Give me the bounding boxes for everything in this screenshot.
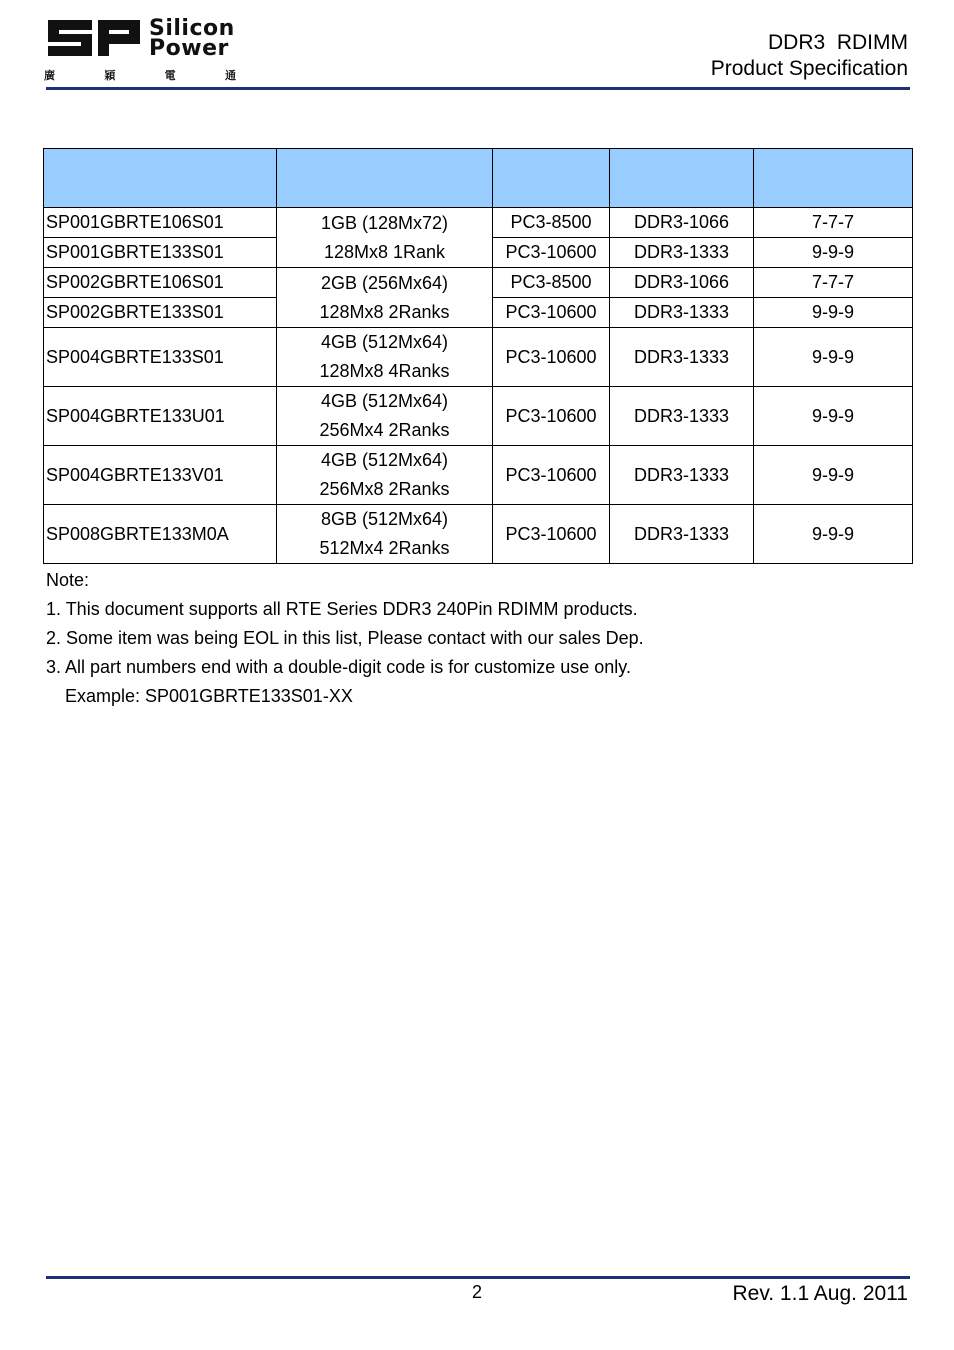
cas-timing-cell: 7-7-7 xyxy=(754,208,913,238)
cas-timing-cell: 9-9-9 xyxy=(754,238,913,268)
module-speed-cell: PC3-8500 xyxy=(493,268,610,298)
document-title-line2: Product Specification xyxy=(710,57,908,80)
logo-wordmark-line1: Silicon xyxy=(149,16,235,41)
ddr-speed-cell: DDR3-1333 xyxy=(610,328,754,387)
footer-rule xyxy=(46,1276,910,1279)
configuration-cell xyxy=(277,268,493,328)
notes-title: Note: xyxy=(46,570,90,590)
capacity-text: 4GB (512Mx64) xyxy=(320,391,449,411)
table-header-cell xyxy=(754,149,913,208)
document-title-line1: DDR3 RDIMM xyxy=(768,31,908,54)
cas-timing-cell: 9-9-9 xyxy=(754,505,913,564)
document-title xyxy=(711,30,908,82)
table-header-cell xyxy=(44,149,277,208)
header-rule xyxy=(46,87,910,90)
configuration-cell xyxy=(277,328,493,387)
organization-text: 128Mx8 1Rank xyxy=(323,241,446,262)
part-number-cell: SP004GBRTE133S01 xyxy=(44,328,277,387)
revision-text: Rev. 1.1 Aug. 2011 xyxy=(732,1282,908,1305)
note-example: Example: SP001GBRTE133S01-XX xyxy=(65,686,353,706)
table-header-row xyxy=(44,149,913,208)
part-number-cell: SP002GBRTE106S01 xyxy=(44,268,277,298)
ddr-speed-cell: DDR3-1066 xyxy=(610,268,754,298)
table-row xyxy=(44,387,913,446)
logo-chinese-char: 電 xyxy=(164,69,176,82)
ddr-speed-cell: DDR3-1333 xyxy=(610,238,754,268)
module-speed-cell: PC3-10600 xyxy=(493,238,610,268)
organization-text: 512Mx4 2Ranks xyxy=(319,538,450,558)
cas-timing-cell: 9-9-9 xyxy=(754,446,913,505)
module-speed-cell: PC3-10600 xyxy=(493,387,610,446)
notes-section xyxy=(46,566,644,711)
module-speed-cell: PC3-10600 xyxy=(493,505,610,564)
part-number-cell: SP001GBRTE106S01 xyxy=(44,208,277,238)
module-speed-cell: PC3-8500 xyxy=(493,208,610,238)
ddr-speed-cell: DDR3-1333 xyxy=(610,446,754,505)
organization-text: 128Mx8 4Ranks xyxy=(319,361,450,381)
logo-chinese-char: 廣 xyxy=(44,69,55,82)
logo-chinese-name xyxy=(44,67,236,83)
organization-text: 256Mx8 2Ranks xyxy=(319,479,450,499)
configuration-cell xyxy=(277,446,493,505)
page-number: 2 xyxy=(471,1282,482,1302)
table-row xyxy=(44,328,913,387)
logo-chinese-char: 穎 xyxy=(104,69,116,82)
cas-timing-cell: 9-9-9 xyxy=(754,298,913,328)
part-number-cell: SP008GBRTE133M0A xyxy=(44,505,277,564)
module-speed-cell: PC3-10600 xyxy=(493,446,610,505)
table-row xyxy=(44,505,913,564)
part-number-cell: SP004GBRTE133U01 xyxy=(44,387,277,446)
part-number-cell: SP001GBRTE133S01 xyxy=(44,238,277,268)
note-item: 3. All part numbers end with a double-digit code is for customize use only. xyxy=(46,657,631,677)
module-speed-cell: PC3-10600 xyxy=(493,298,610,328)
sp-logo-mark-icon xyxy=(44,16,144,60)
cas-timing-cell: 9-9-9 xyxy=(754,328,913,387)
capacity-text: 4GB (512Mx64) xyxy=(320,332,449,352)
module-speed-cell: PC3-10600 xyxy=(493,328,610,387)
organization-text: 128Mx8 2Ranks xyxy=(319,301,450,322)
part-number-cell: SP002GBRTE133S01 xyxy=(44,298,277,328)
ddr-speed-cell: DDR3-1333 xyxy=(610,298,754,328)
configuration-cell xyxy=(277,387,493,446)
logo-chinese-char: 通 xyxy=(224,69,236,82)
table-header-cell xyxy=(277,149,493,208)
organization-text: 256Mx4 2Ranks xyxy=(319,420,450,440)
part-number-cell: SP004GBRTE133V01 xyxy=(44,446,277,505)
capacity-text: 4GB (512Mx64) xyxy=(320,450,449,470)
capacity-text: 1GB (128Mx72) xyxy=(320,212,449,233)
configuration-cell xyxy=(277,505,493,564)
note-item: 2. Some item was being EOL in this list, Please contact with our sales Dep. xyxy=(46,628,644,648)
ddr-speed-cell: DDR3-1333 xyxy=(610,505,754,564)
note-item: 1. This document supports all RTE Series DDR3 240Pin RDIMM products. xyxy=(46,599,638,619)
part-number-table xyxy=(43,148,913,564)
capacity-text: 2GB (256Mx64) xyxy=(320,272,449,293)
cas-timing-cell: 9-9-9 xyxy=(754,387,913,446)
silicon-power-logo xyxy=(44,16,244,86)
configuration-cell xyxy=(277,208,493,268)
table-header-cell xyxy=(610,149,754,208)
ddr-speed-cell: DDR3-1333 xyxy=(610,387,754,446)
logo-wordmark-line2: Power xyxy=(149,36,229,61)
cas-timing-cell: 7-7-7 xyxy=(754,268,913,298)
capacity-text: 8GB (512Mx64) xyxy=(320,509,449,529)
table-header-cell xyxy=(493,149,610,208)
table-row xyxy=(44,268,913,298)
table-row xyxy=(44,446,913,505)
table-row xyxy=(44,208,913,238)
ddr-speed-cell: DDR3-1066 xyxy=(610,208,754,238)
